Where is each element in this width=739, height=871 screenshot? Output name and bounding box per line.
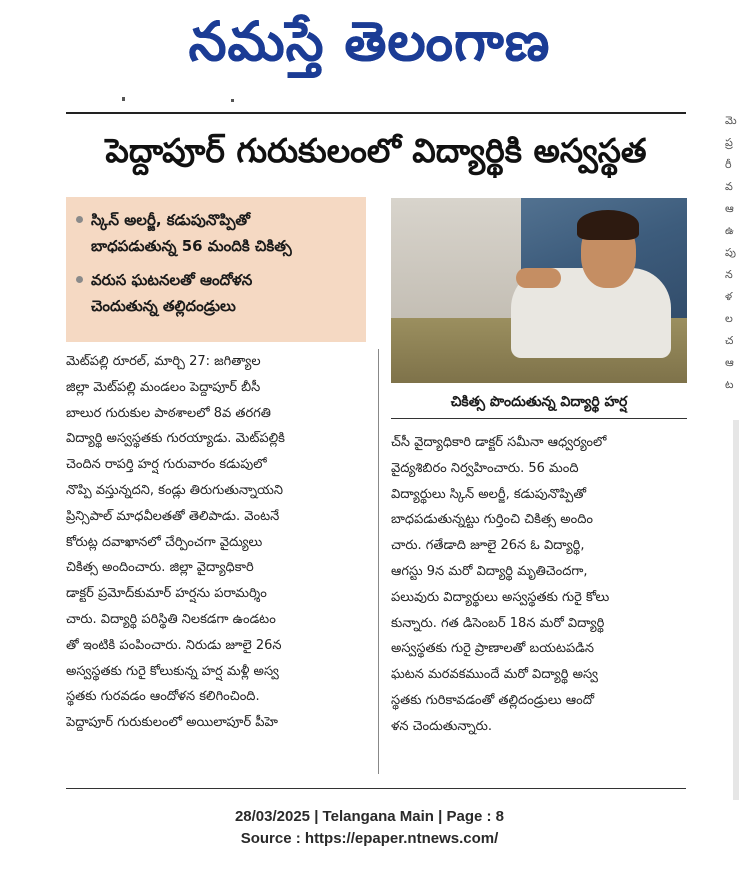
- edge-fragment: ళ: [725, 290, 733, 303]
- caption-divider: [391, 418, 687, 419]
- article-line: పలువురు విద్యార్థులు అస్వస్థతకు గురై కోలు: [391, 589, 610, 605]
- bottom-divider: [66, 788, 686, 789]
- edge-fragment: ఆ: [725, 202, 734, 215]
- article-line: ఘటన మరవకముందే మరో విద్యార్థి అస్వ: [391, 667, 598, 683]
- article-line: స్థతకు గురికావడంతో తల్లిదండ్రులు ఆందో: [391, 692, 595, 708]
- highlight-text: స్కిన్ అలర్జీ, కడుపునొప్పితో బాధపడుతున్న 56 మందికి చికిత్స: [91, 211, 292, 255]
- edge-fragment: ప్ర: [725, 136, 733, 149]
- edge-fragment: రీ: [725, 158, 732, 171]
- adjacent-article-fragment: [725, 110, 739, 810]
- column-divider: [378, 349, 379, 774]
- edition-info: 28/03/2025 | Telangana Main | Page : 8: [234, 808, 505, 825]
- article-line: ప్రిన్సిపాల్ మాధవీలతతో తెలిపాడు. వెంటనే: [66, 508, 280, 524]
- article-photo: [391, 198, 687, 383]
- article-line: చారు. గతేడాది జూలై 26న ఓ విద్యార్థి,: [391, 538, 585, 554]
- edge-fragment: న: [725, 268, 733, 281]
- edge-fragment: మె: [725, 114, 737, 127]
- highlight-item: [76, 207, 356, 259]
- article-line: ళన చెందుతున్నారు.: [391, 718, 493, 734]
- article-line: చారు. విద్యార్థి పరిస్థితి నిలకడగా ఉండటం: [66, 611, 276, 627]
- article-line: తో ఇంటికి పంపించారు. నిరుడు జూలై 26న: [66, 637, 282, 653]
- article-line: పెద్దాపూర్ గురుకులంలో అయిలాపూర్ పీహె: [66, 715, 278, 731]
- article-line: చికిత్స అందించారు. జిల్లా వైద్యాధికారి: [66, 560, 254, 576]
- article-line: విద్యార్థులు స్కిన్ అలర్జీ, కడుపునొప్పితో: [391, 486, 587, 502]
- article-line: చెందిన రాపర్తి హర్ష గురువారం కడుపులో: [66, 457, 267, 473]
- newspaper-logo: నమస్తే తెలంగాణ: [188, 9, 551, 73]
- photo-caption: చికిత్స పొందుతున్న విద్యార్థి హర్ష: [450, 393, 628, 410]
- bullet-icon: [76, 216, 83, 223]
- source-url: Source : https://epaper.ntnews.com/: [240, 830, 499, 847]
- article-line: విద్యార్థి అస్వస్థతకు గురయ్యాడు. మెట్‌పల్లికి: [66, 431, 285, 447]
- article-line: జిల్లా మెట్‌పల్లి మండలం పెద్దాపూర్ బీసీ: [66, 379, 261, 395]
- article-line: బాధపడుతున్నట్టు గుర్తించి చికిత్స అందిం: [391, 512, 593, 528]
- article-line: ఆగస్టు 9న మరో విద్యార్థి మృతిచెందగా,: [391, 563, 588, 579]
- article-column-left: [66, 349, 366, 774]
- top-divider: [66, 112, 686, 114]
- bullet-icon: [76, 276, 83, 283]
- article-line: కున్నారు. గత డిసెంబర్ 18న మరో విద్యార్థి: [391, 615, 605, 631]
- article-line: మెట్‌పల్లి రూరల్, మార్చి 27: జగిత్యాల: [66, 354, 261, 369]
- article-line: అస్వస్థతకు గురై కోలుకున్న హర్ష మళ్లీ అస్వ: [66, 663, 279, 679]
- print-speck: [122, 97, 125, 101]
- article-line: అస్వస్థతకు గురై ప్రాణాలతో బయటపడిన: [391, 641, 594, 657]
- edge-fragment: పు: [725, 246, 736, 259]
- highlight-text: వరుస ఘటనలతో ఆందోళన చెందుతున్న తల్లిదండ్రులు: [91, 271, 253, 315]
- article-column-right: [391, 430, 687, 775]
- print-speck: [231, 99, 234, 102]
- edge-fragment: ట: [725, 378, 734, 391]
- article-line: కోరుట్ల దవాఖానలో చేర్పించగా వైద్యులు: [66, 534, 263, 550]
- article-headline: పెద్దాపూర్ గురుకులంలో విద్యార్థికి అస్వస్థత: [105, 130, 647, 170]
- edge-fragment: ఉ: [725, 224, 734, 237]
- edge-fragment: ఆ: [725, 356, 734, 369]
- article-line: డాక్టర్ ప్రమోద్‌కుమార్ హర్షను పరామర్శిం: [66, 586, 267, 602]
- article-line: వైద్యశిబిరం నిర్వహించారు. 56 మంది: [391, 460, 579, 476]
- edge-fragment: ల: [725, 312, 733, 325]
- masthead: [0, 0, 739, 96]
- article-line: చ్‌సీ వైద్యాధికారి డాక్టర్ సమీనా ఆధ్వర్యంలో: [391, 435, 607, 450]
- highlight-item: [76, 267, 356, 319]
- article-line: నొప్పి వస్తున్నదని, కండ్లు తిరుగుతున్నాయని: [66, 482, 283, 498]
- article-line: బాలుర గురుకుల పాఠశాలలో 8వ తరగతి: [66, 405, 271, 421]
- highlights-box: [66, 197, 366, 342]
- edge-fragment: వ: [725, 180, 733, 193]
- article-line: స్థతకు గురవడం ఆందోళన కలిగించింది.: [66, 689, 260, 705]
- edge-fragment: చ: [725, 334, 734, 347]
